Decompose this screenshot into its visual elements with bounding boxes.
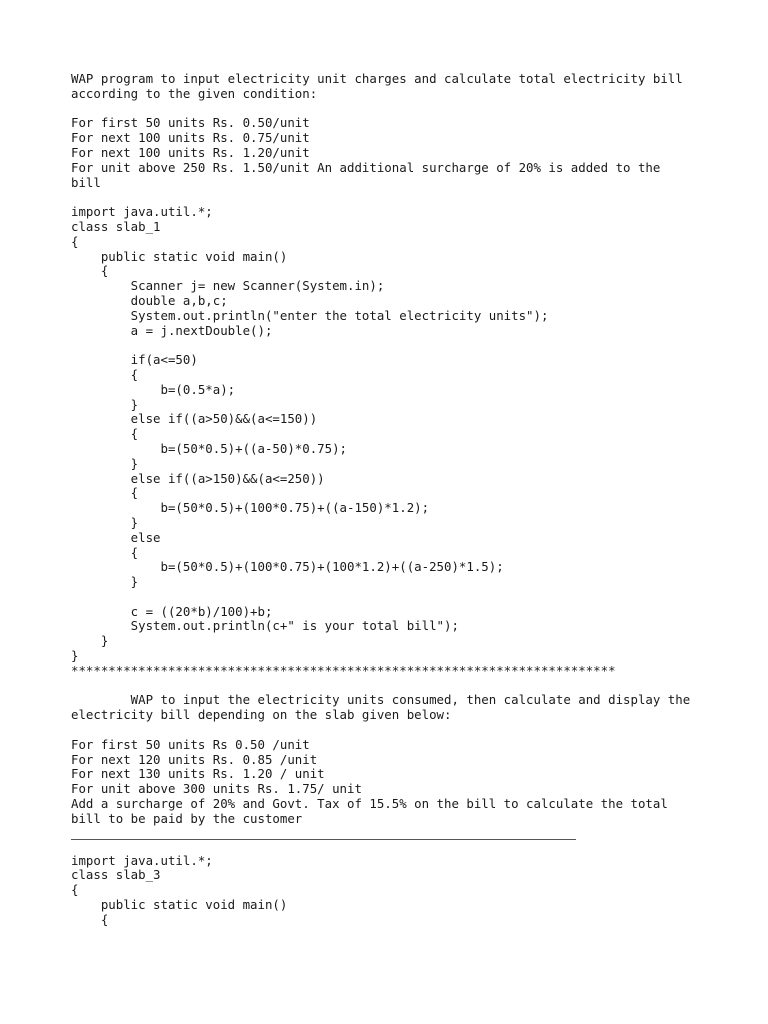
problem-statement-2	[71, 693, 731, 723]
condition-line: For next 100 units Rs. 0.75/unit	[71, 130, 310, 146]
section-2	[71, 693, 731, 927]
text-line: WAP program to input electricity unit charges and calculate total electricity bill	[71, 71, 683, 86]
condition-line: For unit above 250 Rs. 1.50/unit An additional surcharge of 20% is added to the	[71, 159, 661, 175]
code-line: {	[71, 426, 139, 442]
asterisk-separator: *************************************************************************	[71, 662, 616, 678]
code-line: {	[71, 485, 139, 501]
code-line: System.out.println("enter the total electricity units");	[71, 307, 549, 323]
blank-line	[71, 723, 731, 738]
code-line: System.out.println(c+" is your total bill");	[71, 618, 459, 634]
code-line: class slab_3	[71, 867, 161, 883]
code-line: }	[71, 633, 109, 649]
code-line: else if((a>150)&&(a<=250))	[71, 470, 325, 486]
code-line: b=(50*0.5)+(100*0.75)+(100*1.2)+((a-250)*1.5);	[71, 559, 504, 575]
condition-line: Add a surcharge of 20% and Govt. Tax of 15.5% on the bill to calculate the total	[71, 796, 668, 812]
text-line: WAP to input the electricity units consumed, then calculate and display the	[71, 692, 691, 708]
blank-line	[71, 190, 731, 205]
blank-line	[71, 102, 731, 117]
code-line: public static void main()	[71, 897, 288, 913]
code-line: {	[71, 911, 109, 927]
code-block-1	[71, 205, 731, 664]
code-line: }	[71, 648, 79, 664]
code-line	[71, 590, 731, 605]
code-line: {	[71, 544, 139, 560]
code-line: {	[71, 233, 79, 249]
condition-line: bill	[71, 174, 101, 190]
slab-conditions-1	[71, 116, 731, 190]
horizontal-rule	[71, 839, 576, 840]
document-page	[71, 72, 731, 928]
code-line: c = ((20*b)/100)+b;	[71, 603, 273, 619]
slab-conditions-2	[71, 738, 731, 827]
code-line: {	[71, 263, 109, 279]
code-line: else if((a>50)&&(a<=150))	[71, 411, 318, 427]
condition-line: bill to be paid by the customer	[71, 810, 303, 826]
code-line: {	[71, 882, 79, 898]
code-line: Scanner j= new Scanner(System.in);	[71, 278, 385, 294]
code-line: double a,b,c;	[71, 292, 228, 308]
condition-line: For next 100 units Rs. 1.20/unit	[71, 144, 310, 160]
code-line	[71, 338, 731, 353]
code-line: b=(50*0.5)+((a-50)*0.75);	[71, 440, 348, 456]
code-line: if(a<=50)	[71, 352, 198, 368]
code-line: }	[71, 396, 139, 412]
condition-line: For next 130 units Rs. 1.20 / unit	[71, 766, 325, 782]
condition-line: For next 120 units Rs. 0.85 /unit	[71, 751, 318, 767]
condition-line: For first 50 units Rs 0.50 /unit	[71, 736, 310, 752]
code-block-2	[71, 854, 731, 928]
text-line: electricity bill depending on the slab given below:	[71, 707, 452, 723]
code-line: b=(0.5*a);	[71, 381, 236, 397]
code-line: }	[71, 574, 139, 590]
code-line: else	[71, 529, 161, 545]
condition-line: For unit above 300 units Rs. 1.75/ unit	[71, 781, 362, 797]
code-line: a = j.nextDouble();	[71, 322, 273, 338]
code-line: import java.util.*;	[71, 852, 213, 868]
code-line: b=(50*0.5)+(100*0.75)+((a-150)*1.2);	[71, 500, 430, 516]
problem-statement-1	[71, 72, 731, 102]
section-1	[71, 72, 731, 679]
code-line: import java.util.*;	[71, 204, 213, 220]
text-line: according to the given condition:	[71, 85, 318, 101]
code-line: }	[71, 455, 139, 471]
code-line: class slab_1	[71, 218, 161, 234]
code-line: }	[71, 514, 139, 530]
blank-line	[71, 679, 731, 694]
condition-line: For first 50 units Rs. 0.50/unit	[71, 115, 310, 131]
code-line: public static void main()	[71, 248, 288, 264]
code-line: {	[71, 366, 139, 382]
